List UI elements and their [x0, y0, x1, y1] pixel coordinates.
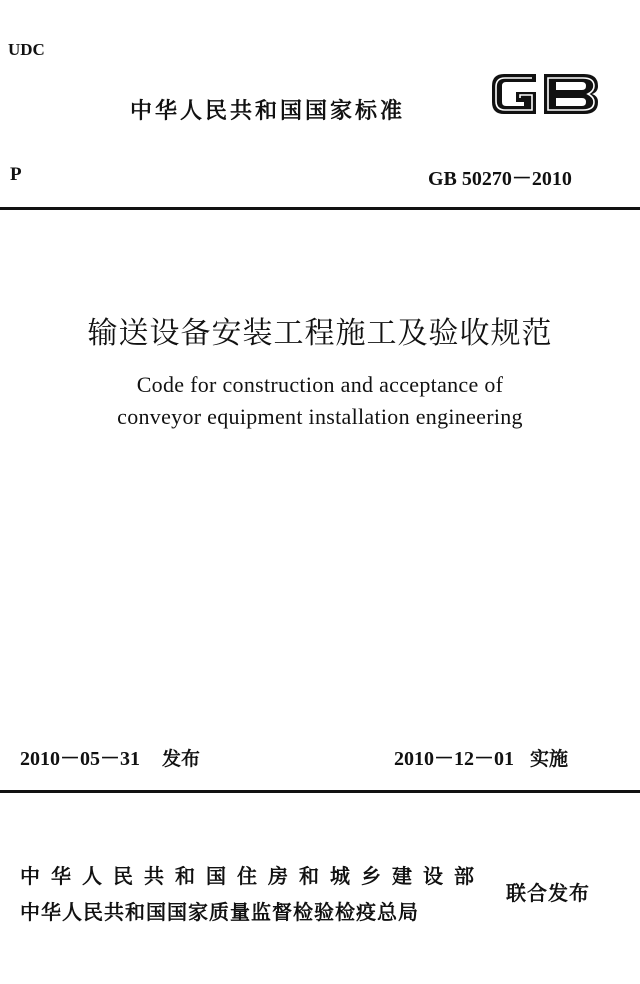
udc-label: UDC [8, 40, 45, 59]
title-chinese: 输送设备安装工程施工及验收规范 [87, 316, 553, 351]
standard-number: GB 50270－2010 [428, 168, 572, 190]
category-code: P [10, 164, 22, 185]
implementation-date: 2010－12－01 [394, 748, 514, 770]
issuer-ministry: 中华人民共和国住房和城乡建设部 [20, 864, 485, 888]
implementation-date-block [394, 742, 568, 771]
issue-label: 发布 [162, 748, 201, 770]
joint-issue-label: 联合发布 [506, 881, 590, 905]
gb-logo [484, 64, 604, 124]
top-divider [0, 207, 640, 210]
issue-date-block [20, 742, 200, 771]
bottom-divider [0, 790, 640, 793]
title-english-line-2: conveyor equipment installation engineering [117, 404, 523, 429]
issue-date: 2010－05－31 [20, 748, 140, 770]
title-english-line-1: Code for construction and acceptance of [136, 372, 504, 397]
implementation-label: 实施 [530, 748, 569, 770]
national-standard-heading: 中华人民共和国国家标准 [130, 99, 406, 124]
issuer-aqsiq: 中华人民共和国国家质量监督检验检疫总局 [20, 900, 419, 924]
